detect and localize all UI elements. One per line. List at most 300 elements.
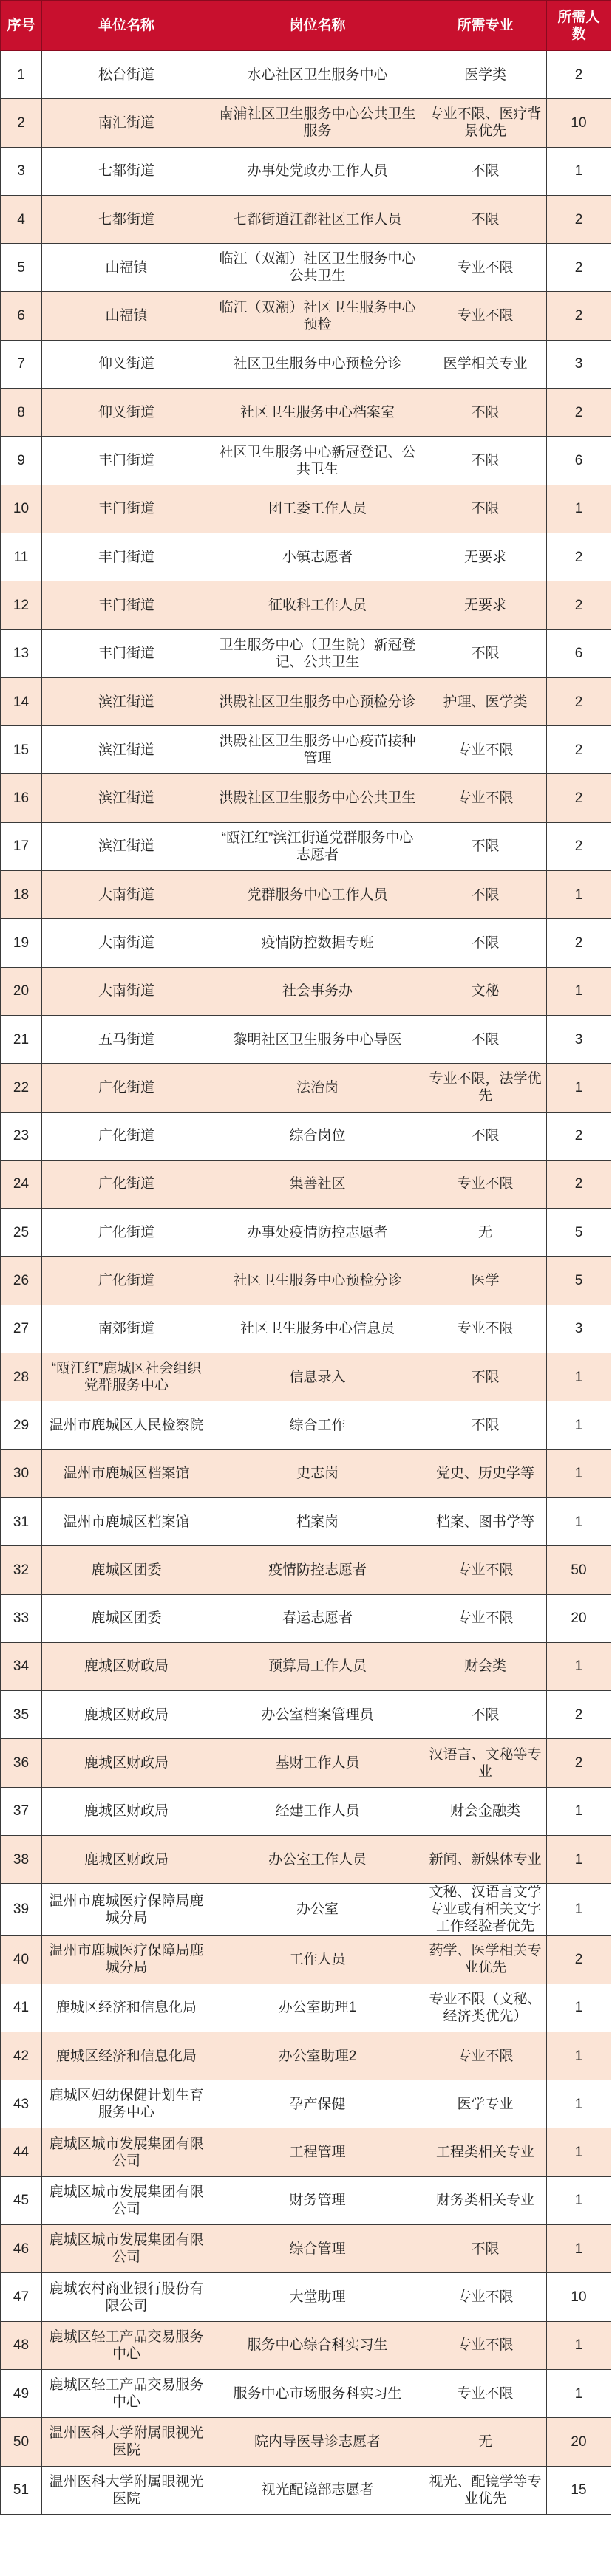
cell-position: 史志岗 [211,1449,424,1497]
cell-count: 6 [547,437,611,485]
table-row [1,1787,611,1835]
cell-unit: 鹿城区轻工产品交易服务中心 [42,2369,211,2417]
cell-position: 预算局工作人员 [211,1642,424,1690]
cell-count: 3 [547,340,611,388]
cell-position: 经建工作人员 [211,1787,424,1835]
cell-major: 医学类 [424,51,547,99]
table-row [1,1884,611,1936]
cell-count: 3 [547,1305,611,1353]
cell-position: 黎明社区卫生服务中心导医 [211,1015,424,1063]
table-row [1,389,611,437]
cell-count: 15 [547,2466,611,2514]
cell-unit: 鹿城区团委 [42,1546,211,1594]
cell-major: 无 [424,2418,547,2466]
cell-count: 1 [547,2225,611,2273]
cell-unit: 鹿城区财政局 [42,1691,211,1739]
cell-position: 法治岗 [211,1064,424,1112]
cell-position: 春运志愿者 [211,1594,424,1642]
cell-count: 1 [547,1449,611,1497]
header-unit: 单位名称 [42,1,211,51]
cell-index: 2 [1,99,42,147]
table-row [1,1835,611,1883]
cell-major: 专业不限 [424,726,547,774]
table-row [1,292,611,340]
cell-position: 大堂助理 [211,2273,424,2321]
table-row [1,1064,611,1112]
cell-count: 2 [547,1936,611,1984]
cell-unit: 温州市鹿城医疗保障局鹿城分局 [42,1884,211,1936]
cell-unit: “瓯江红”鹿城区社会组织党群服务中心 [42,1353,211,1401]
cell-major: 不限 [424,1353,547,1401]
cell-count: 2 [547,244,611,292]
table-row [1,1642,611,1690]
cell-unit: 仰义街道 [42,340,211,388]
cell-count: 3 [547,1015,611,1063]
cell-index: 3 [1,147,42,195]
cell-position: 洪殿社区卫生服务中心疫苗接种管理 [211,726,424,774]
cell-unit: 鹿城区轻工产品交易服务中心 [42,2321,211,2369]
cell-position: 办公室工作人员 [211,1835,424,1883]
header-index: 序号 [1,1,42,51]
cell-unit: 滨江街道 [42,677,211,725]
cell-position: 工程管理 [211,2128,424,2176]
cell-position: 征收科工作人员 [211,581,424,629]
cell-position: 综合工作 [211,1401,424,1449]
cell-position: 疫情防控数据专班 [211,919,424,967]
header-count: 所需人数 [547,1,611,51]
cell-unit: 松台街道 [42,51,211,99]
cell-count: 2 [547,1160,611,1208]
cell-major: 专业不限 [424,292,547,340]
cell-count: 2 [547,822,611,870]
cell-index: 12 [1,581,42,629]
cell-major: 不限 [424,147,547,195]
table-row [1,1112,611,1160]
cell-index: 28 [1,1353,42,1401]
table-row [1,2418,611,2466]
cell-index: 43 [1,2080,42,2128]
table-row [1,2321,611,2369]
cell-index: 37 [1,1787,42,1835]
table-row [1,533,611,581]
cell-count: 1 [547,2032,611,2080]
cell-major: 专业不限 [424,244,547,292]
cell-count: 2 [547,533,611,581]
cell-unit: 大南街道 [42,967,211,1015]
cell-index: 23 [1,1112,42,1160]
cell-index: 16 [1,774,42,822]
table-row [1,871,611,919]
cell-unit: 鹿城区城市发展集团有限公司 [42,2176,211,2224]
cell-position: 信息录入 [211,1353,424,1401]
cell-index: 6 [1,292,42,340]
cell-index: 13 [1,629,42,677]
table-row [1,244,611,292]
table-row [1,2080,611,2128]
cell-major: 专业不限 [424,2321,547,2369]
cell-unit: 温州医科大学附属眼视光医院 [42,2418,211,2466]
cell-index: 38 [1,1835,42,1883]
cell-unit: 鹿城区团委 [42,1594,211,1642]
cell-major: 不限 [424,1015,547,1063]
cell-position: 社区卫生服务中心预检分诊 [211,340,424,388]
cell-unit: 南郊街道 [42,1305,211,1353]
cell-unit: 鹿城区财政局 [42,1787,211,1835]
cell-count: 2 [547,774,611,822]
table-body [1,51,611,2515]
cell-position: 办公室档案管理员 [211,1691,424,1739]
cell-major: 不限 [424,629,547,677]
table-row [1,1449,611,1497]
cell-position: 水心社区卫生服务中心 [211,51,424,99]
cell-position: 洪殿社区卫生服务中心公共卫生 [211,774,424,822]
table-row [1,1353,611,1401]
cell-major: 医学相关专业 [424,340,547,388]
cell-index: 50 [1,2418,42,2466]
cell-index: 34 [1,1642,42,1690]
cell-unit: 滨江街道 [42,726,211,774]
cell-count: 2 [547,919,611,967]
table-row [1,1984,611,2032]
cell-major: 不限 [424,1691,547,1739]
cell-index: 9 [1,437,42,485]
table-row [1,629,611,677]
cell-index: 30 [1,1449,42,1497]
table-row [1,2176,611,2224]
cell-unit: 丰门街道 [42,437,211,485]
cell-index: 35 [1,1691,42,1739]
cell-index: 29 [1,1401,42,1449]
table-row [1,340,611,388]
cell-position: 工作人员 [211,1936,424,1984]
cell-position: 社区卫生服务中心档案室 [211,389,424,437]
cell-index: 40 [1,1936,42,1984]
cell-unit: 鹿城区财政局 [42,1835,211,1883]
cell-major: 不限 [424,485,547,533]
cell-count: 1 [547,1787,611,1835]
cell-major: 不限 [424,822,547,870]
cell-index: 44 [1,2128,42,2176]
cell-unit: 温州市鹿城医疗保障局鹿城分局 [42,1936,211,1984]
cell-position: 综合岗位 [211,1112,424,1160]
table-row [1,1209,611,1257]
cell-major: 不限 [424,1112,547,1160]
cell-count: 2 [547,726,611,774]
cell-unit: 丰门街道 [42,581,211,629]
table-row [1,1594,611,1642]
cell-index: 20 [1,967,42,1015]
cell-unit: 大南街道 [42,919,211,967]
cell-position: 服务中心市场服务科实习生 [211,2369,424,2417]
table-row [1,1257,611,1305]
cell-position: 临江（双潮）社区卫生服务中心公共卫生 [211,244,424,292]
cell-index: 18 [1,871,42,919]
cell-unit: 仰义街道 [42,389,211,437]
cell-major: 新闻、新媒体专业 [424,1835,547,1883]
cell-position: 疫情防控志愿者 [211,1546,424,1594]
header-major: 所需专业 [424,1,547,51]
cell-major: 专业不限（文秘、经济类优先） [424,1984,547,2032]
cell-major: 专业不限 [424,1594,547,1642]
cell-unit: 广化街道 [42,1209,211,1257]
cell-index: 36 [1,1739,42,1787]
table-row [1,147,611,195]
table-row [1,485,611,533]
cell-major: 专业不限 [424,2369,547,2417]
cell-unit: 七都街道 [42,195,211,243]
cell-major: 汉语言、文秘等专业 [424,1739,547,1787]
cell-unit: 鹿城区财政局 [42,1739,211,1787]
cell-count: 1 [547,1835,611,1883]
cell-index: 21 [1,1015,42,1063]
table-row [1,1160,611,1208]
cell-major: 医学 [424,1257,547,1305]
cell-position: 综合管理 [211,2225,424,2273]
cell-unit: 丰门街道 [42,533,211,581]
table-row [1,774,611,822]
cell-position: 集善社区 [211,1160,424,1208]
cell-count: 2 [547,195,611,243]
cell-position: 办公室助理1 [211,1984,424,2032]
cell-count: 1 [547,2176,611,2224]
cell-count: 2 [547,677,611,725]
cell-count: 2 [547,1691,611,1739]
cell-position: 南浦社区卫生服务中心公共卫生服务 [211,99,424,147]
cell-count: 1 [547,2369,611,2417]
cell-count: 1 [547,1642,611,1690]
cell-major: 党史、历史学等 [424,1449,547,1497]
cell-position: 孕产保健 [211,2080,424,2128]
table-row [1,967,611,1015]
cell-position: 办事处党政办工作人员 [211,147,424,195]
cell-major: 不限 [424,389,547,437]
cell-major: 专业不限 [424,1305,547,1353]
table-row [1,581,611,629]
cell-position: 七都街道江都社区工作人员 [211,195,424,243]
cell-index: 51 [1,2466,42,2514]
cell-position: 小镇志愿者 [211,533,424,581]
cell-count: 1 [547,1497,611,1545]
cell-count: 2 [547,389,611,437]
cell-index: 48 [1,2321,42,2369]
cell-position: 社会事务办 [211,967,424,1015]
cell-position: 党群服务中心工作人员 [211,871,424,919]
cell-index: 4 [1,195,42,243]
cell-count: 1 [547,485,611,533]
cell-count: 20 [547,1594,611,1642]
cell-index: 27 [1,1305,42,1353]
cell-unit: 滨江街道 [42,822,211,870]
cell-count: 10 [547,2273,611,2321]
cell-position: 办事处疫情防控志愿者 [211,1209,424,1257]
cell-major: 档案、图书学等 [424,1497,547,1545]
cell-position: 社区卫生服务中心预检分诊 [211,1257,424,1305]
cell-index: 42 [1,2032,42,2080]
cell-index: 11 [1,533,42,581]
cell-count: 2 [547,51,611,99]
cell-major: 药学、医学相关专业优先 [424,1936,547,1984]
cell-unit: 温州市鹿城区档案馆 [42,1497,211,1545]
cell-count: 20 [547,2418,611,2466]
cell-position: 临江（双潮）社区卫生服务中心预检 [211,292,424,340]
cell-index: 26 [1,1257,42,1305]
cell-position: “瓯江红”滨江街道党群服务中心志愿者 [211,822,424,870]
cell-unit: 丰门街道 [42,485,211,533]
cell-count: 5 [547,1257,611,1305]
cell-unit: 温州市鹿城区人民检察院 [42,1401,211,1449]
cell-major: 视光、配镜学等专业优先 [424,2466,547,2514]
cell-index: 5 [1,244,42,292]
cell-count: 50 [547,1546,611,1594]
cell-index: 33 [1,1594,42,1642]
cell-major: 医学专业 [424,2080,547,2128]
table-row [1,99,611,147]
cell-unit: 广化街道 [42,1064,211,1112]
cell-count: 1 [547,1353,611,1401]
cell-count: 1 [547,967,611,1015]
table-row [1,51,611,99]
cell-major: 专业不限 [424,1546,547,1594]
cell-unit: 鹿城农村商业银行股份有限公司 [42,2273,211,2321]
table-row [1,1497,611,1545]
table-row [1,2128,611,2176]
cell-index: 46 [1,2225,42,2273]
cell-position: 洪殿社区卫生服务中心预检分诊 [211,677,424,725]
cell-index: 14 [1,677,42,725]
cell-index: 47 [1,2273,42,2321]
cell-position: 财务管理 [211,2176,424,2224]
cell-major: 不限 [424,195,547,243]
cell-unit: 广化街道 [42,1112,211,1160]
table-row [1,822,611,870]
table-row [1,437,611,485]
cell-count: 1 [547,2128,611,2176]
cell-position: 团工委工作人员 [211,485,424,533]
cell-count: 1 [547,1984,611,2032]
cell-unit: 山福镇 [42,292,211,340]
cell-count: 2 [547,1112,611,1160]
table-row [1,2273,611,2321]
cell-position: 院内导医导诊志愿者 [211,2418,424,2466]
cell-count: 2 [547,581,611,629]
cell-major: 专业不限，法学优先 [424,1064,547,1112]
cell-index: 22 [1,1064,42,1112]
cell-index: 7 [1,340,42,388]
cell-count: 1 [547,871,611,919]
cell-position: 服务中心综合科实习生 [211,2321,424,2369]
cell-count: 1 [547,2321,611,2369]
cell-count: 1 [547,1884,611,1936]
cell-unit: 鹿城区城市发展集团有限公司 [42,2128,211,2176]
cell-unit: 五马街道 [42,1015,211,1063]
table-row [1,1015,611,1063]
cell-major: 专业不限 [424,774,547,822]
table-row [1,2225,611,2273]
cell-major: 护理、医学类 [424,677,547,725]
cell-position: 视光配镜部志愿者 [211,2466,424,2514]
cell-index: 49 [1,2369,42,2417]
cell-unit: 鹿城区城市发展集团有限公司 [42,2225,211,2273]
cell-position: 社区卫生服务中心信息员 [211,1305,424,1353]
table-row [1,195,611,243]
table-row [1,1739,611,1787]
table-row [1,2032,611,2080]
cell-major: 文秘 [424,967,547,1015]
cell-unit: 广化街道 [42,1160,211,1208]
table-row [1,1305,611,1353]
table-row [1,1691,611,1739]
cell-major: 工程类相关专业 [424,2128,547,2176]
cell-unit: 鹿城区妇幼保健计划生育服务中心 [42,2080,211,2128]
cell-count: 10 [547,99,611,147]
table-row [1,1936,611,1984]
cell-major: 不限 [424,871,547,919]
cell-index: 1 [1,51,42,99]
cell-position: 办公室助理2 [211,2032,424,2080]
cell-count: 1 [547,2080,611,2128]
cell-unit: 山福镇 [42,244,211,292]
cell-count: 2 [547,1739,611,1787]
cell-major: 财会金融类 [424,1787,547,1835]
table-row [1,1546,611,1594]
cell-major: 财会类 [424,1642,547,1690]
cell-index: 24 [1,1160,42,1208]
table-row [1,677,611,725]
cell-major: 无要求 [424,581,547,629]
cell-index: 10 [1,485,42,533]
header-row [1,1,611,51]
cell-index: 41 [1,1984,42,2032]
cell-unit: 七都街道 [42,147,211,195]
cell-major: 专业不限 [424,2273,547,2321]
cell-count: 5 [547,1209,611,1257]
cell-index: 39 [1,1884,42,1936]
cell-count: 2 [547,292,611,340]
cell-position: 档案岗 [211,1497,424,1545]
cell-major: 文秘、汉语言文学专业或有相关文字工作经验者优先 [424,1884,547,1936]
header-position: 岗位名称 [211,1,424,51]
cell-unit: 南汇街道 [42,99,211,147]
cell-unit: 鹿城区经济和信息化局 [42,1984,211,2032]
cell-unit: 鹿城区经济和信息化局 [42,2032,211,2080]
cell-unit: 温州市鹿城区档案馆 [42,1449,211,1497]
table-row [1,2466,611,2514]
cell-unit: 丰门街道 [42,629,211,677]
cell-position: 卫生服务中心（卫生院）新冠登记、公共卫生 [211,629,424,677]
cell-unit: 大南街道 [42,871,211,919]
cell-major: 无 [424,1209,547,1257]
table-row [1,1401,611,1449]
cell-major: 不限 [424,437,547,485]
cell-major: 不限 [424,919,547,967]
cell-major: 无要求 [424,533,547,581]
table-row [1,2369,611,2417]
cell-major: 财务类相关专业 [424,2176,547,2224]
cell-major: 专业不限、医疗背景优先 [424,99,547,147]
cell-unit: 滨江街道 [42,774,211,822]
cell-index: 8 [1,389,42,437]
cell-major: 专业不限 [424,1160,547,1208]
cell-index: 32 [1,1546,42,1594]
cell-count: 1 [547,1064,611,1112]
cell-major: 不限 [424,2225,547,2273]
cell-unit: 温州医科大学附属眼视光医院 [42,2466,211,2514]
cell-major: 不限 [424,1401,547,1449]
cell-major: 专业不限 [424,2032,547,2080]
cell-index: 17 [1,822,42,870]
table-row [1,726,611,774]
cell-index: 25 [1,1209,42,1257]
